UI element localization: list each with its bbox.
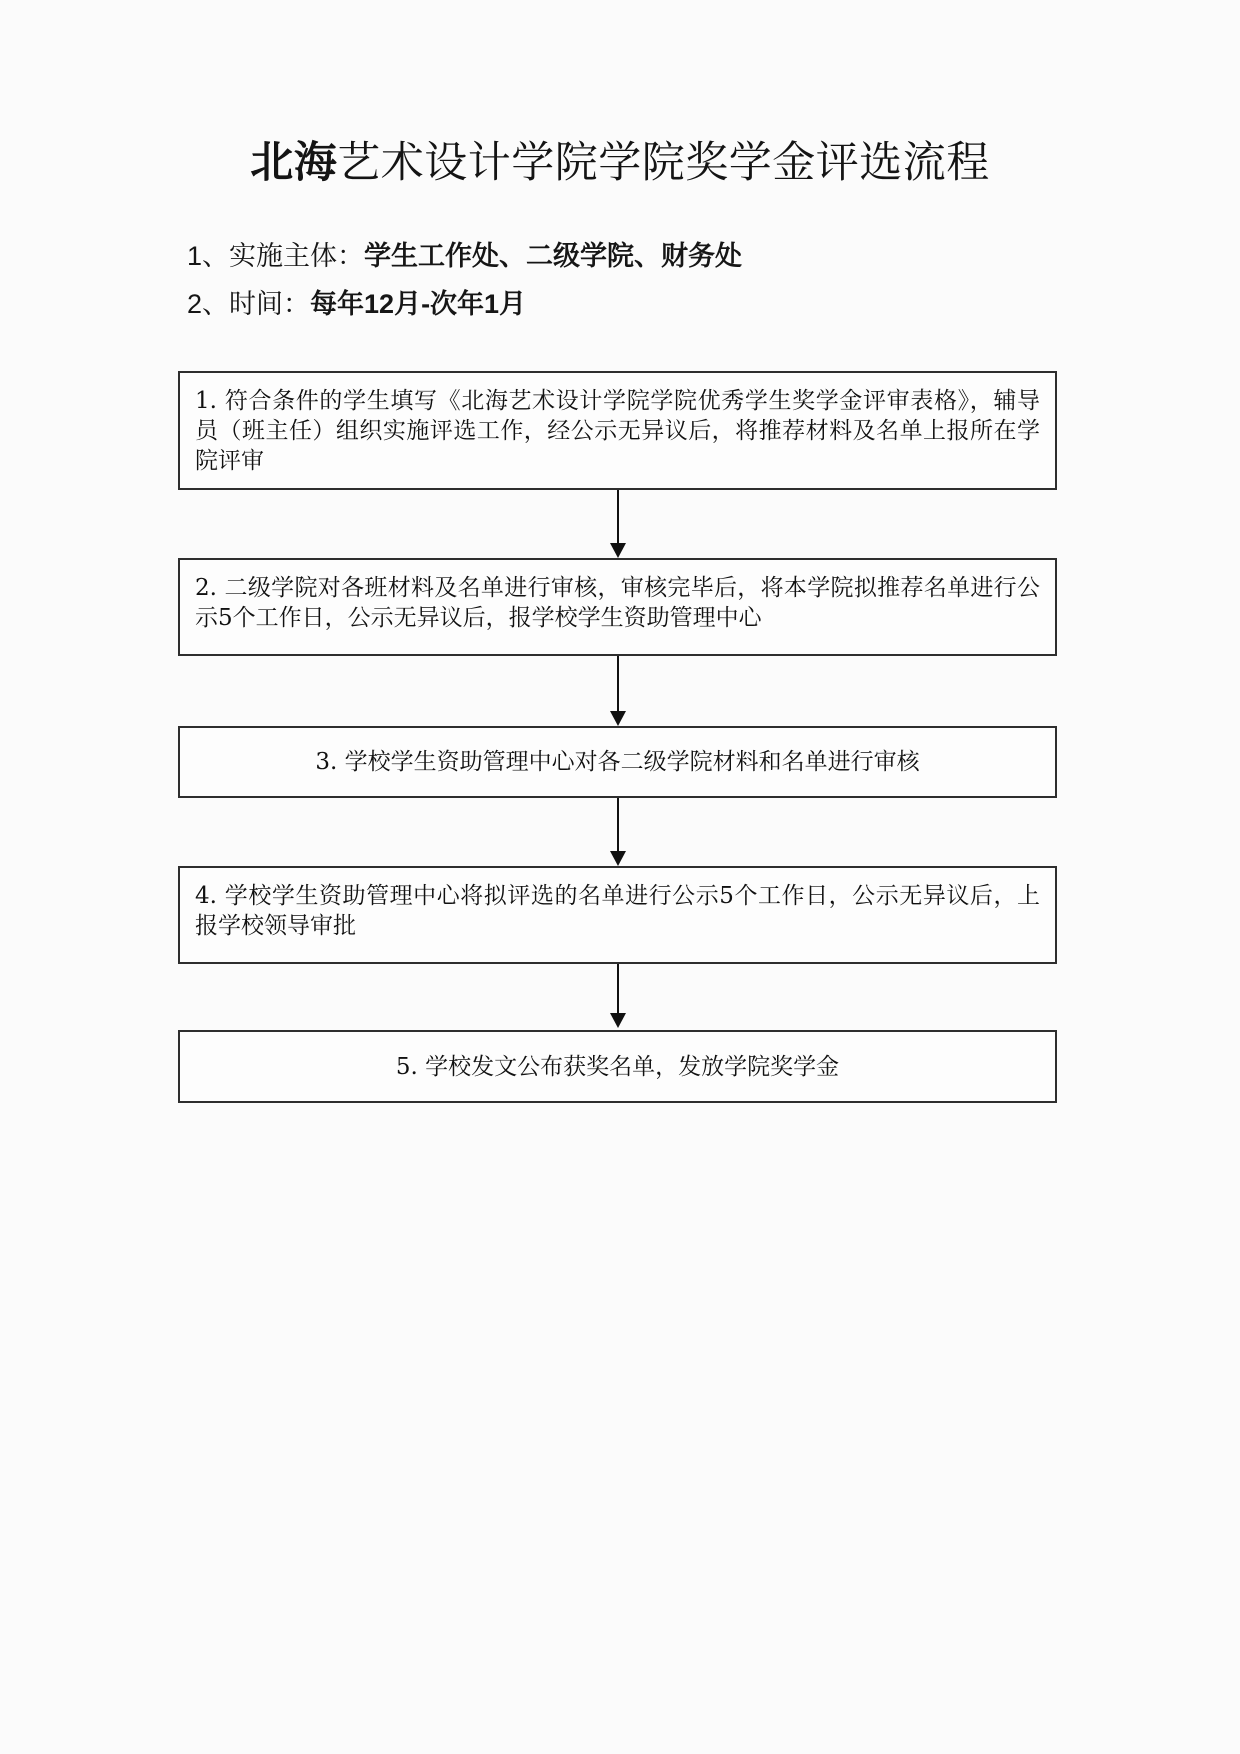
flow-step-4-text: 4. 学校学生资助管理中心将拟评选的名单进行公示5个工作日，公示无异议后，上报学校领导审批 bbox=[195, 883, 1040, 939]
flow-step-1-text: 1. 符合条件的学生填写《北海艺术设计学院学院优秀学生奖学金评审表格》，辅导员（班主任）组织实施评选工作，经公示无异议后，将推荐材料及名单上报所在学院评审 bbox=[195, 388, 1040, 474]
arrow-head bbox=[610, 543, 626, 558]
arrow-line bbox=[617, 798, 619, 852]
down-arrow-icon-3 bbox=[178, 798, 1057, 866]
note-implementer-label: 1、实施主体： bbox=[187, 241, 365, 271]
note-time bbox=[187, 288, 526, 321]
page-title bbox=[0, 138, 1240, 188]
down-arrow-icon-2 bbox=[178, 656, 1057, 726]
arrow-line bbox=[617, 964, 619, 1014]
note-implementer bbox=[187, 240, 742, 273]
flow-step-2 bbox=[178, 558, 1057, 656]
arrow-line bbox=[617, 490, 619, 544]
title-college-name: 北海 bbox=[250, 139, 338, 187]
arrow-head bbox=[610, 851, 626, 866]
title-rest: 艺术设计学院学院奖学金评选流程 bbox=[337, 139, 990, 187]
down-arrow-icon-4 bbox=[178, 964, 1057, 1028]
note-time-label: 2、时间： bbox=[187, 289, 311, 319]
arrow-line bbox=[617, 656, 619, 712]
down-arrow-icon-1 bbox=[178, 490, 1057, 558]
arrow-head bbox=[610, 1013, 626, 1028]
flow-step-5-text: 5. 学校发文公布获奖名单，发放学院奖学金 bbox=[395, 1053, 840, 1080]
note-time-value: 每年12月-次年1月 bbox=[310, 289, 527, 319]
flow-step-5 bbox=[178, 1030, 1057, 1103]
flow-step-3 bbox=[178, 726, 1057, 798]
flow-step-3-text: 3. 学校学生资助管理中心对各二级学院材料和名单进行审核 bbox=[315, 749, 920, 775]
flow-step-4 bbox=[178, 866, 1057, 964]
flow-step-1 bbox=[178, 371, 1057, 490]
note-implementer-value: 学生工作处、二级学院、财务处 bbox=[364, 241, 743, 271]
arrow-head bbox=[610, 711, 626, 726]
flow-step-2-text: 2. 二级学院对各班材料及名单进行审核，审核完毕后，将本学院拟推荐名单进行公示5个工作日，公示无异议后，报学校学生资助管理中心 bbox=[195, 575, 1040, 631]
